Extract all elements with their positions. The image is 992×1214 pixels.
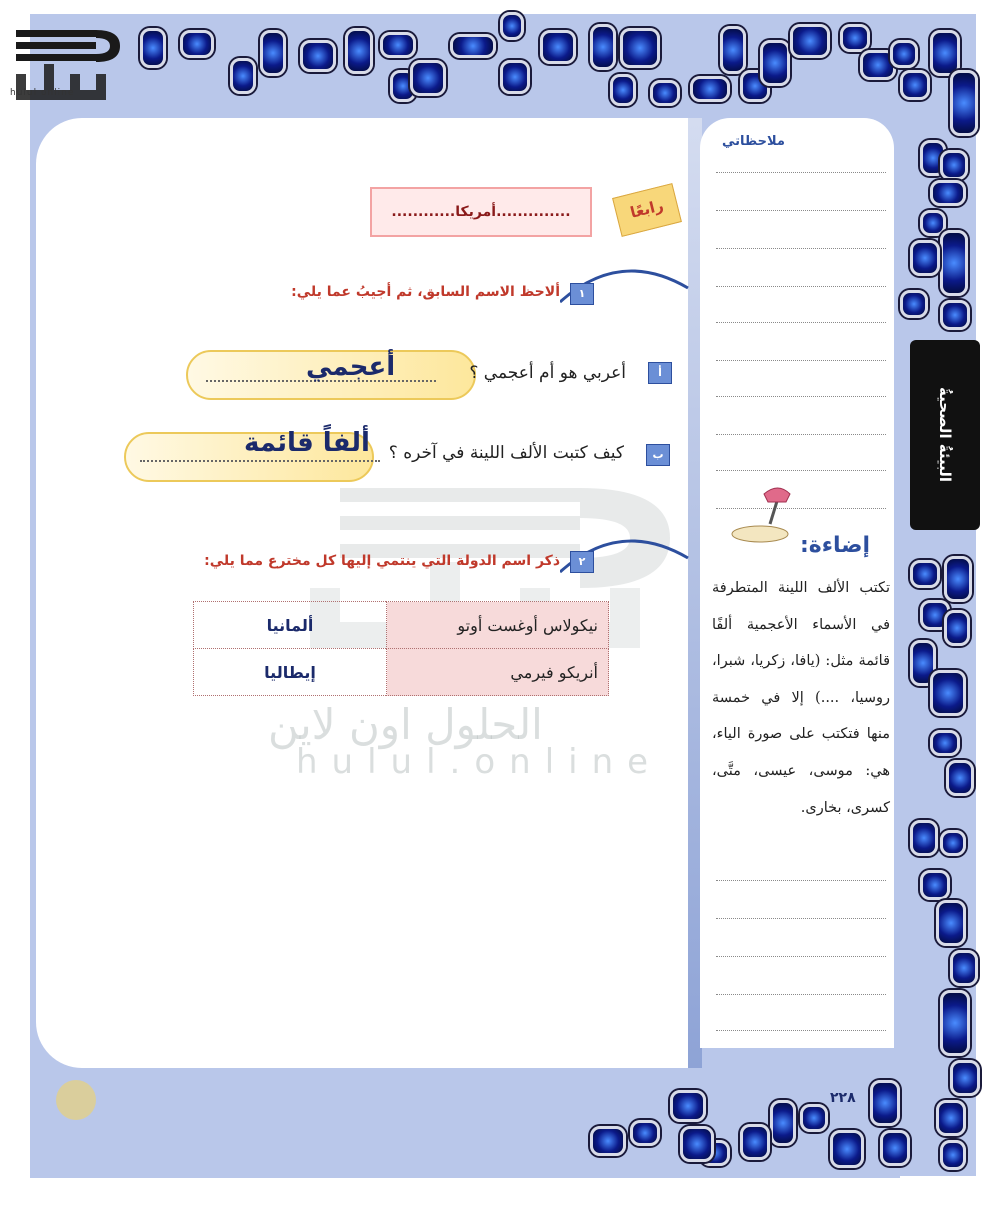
lamp-book-icon bbox=[730, 484, 800, 544]
bead-icon bbox=[450, 34, 496, 58]
watermark-arabic: الحلول اون لاين bbox=[268, 700, 543, 749]
bead-icon bbox=[800, 1104, 828, 1132]
bead-icon bbox=[740, 1124, 770, 1160]
bead-icon bbox=[890, 40, 918, 68]
bead-icon bbox=[590, 24, 616, 70]
answer-a: أعجمي bbox=[306, 352, 396, 382]
idaa-text: تكتب الألف اللينة المتطرفة في الأسماء الأعجمية ألفًا قائمة مثل: (يافا، زكريا، شبرا، روسيا، ....) إلا في خمسة منها فتكتب على صورة الياء، هي: موسى، عيسى، متَّى، كسرى، بخارى. bbox=[712, 580, 890, 816]
bead-icon bbox=[940, 150, 968, 180]
bead-icon bbox=[940, 990, 970, 1056]
question-2-number: ٢ bbox=[570, 551, 594, 573]
bead-icon bbox=[930, 670, 966, 716]
corner-logo-icon bbox=[56, 1080, 96, 1120]
bead-icon bbox=[790, 24, 830, 58]
bead-icon bbox=[950, 950, 978, 986]
bead-icon bbox=[944, 610, 970, 646]
bead-icon bbox=[944, 556, 972, 602]
bead-icon bbox=[140, 28, 166, 68]
bead-icon bbox=[760, 40, 790, 86]
note-line bbox=[716, 286, 886, 287]
question-a-letter: أ bbox=[648, 362, 672, 384]
bead-icon bbox=[770, 1100, 796, 1146]
bead-icon bbox=[180, 30, 214, 58]
section-label: رابعًا bbox=[612, 183, 682, 237]
bead-icon bbox=[946, 760, 974, 796]
bead-icon bbox=[540, 30, 576, 64]
bead-icon bbox=[650, 80, 680, 106]
bead-icon bbox=[230, 58, 256, 94]
watermark-english: hulul.online bbox=[296, 742, 663, 782]
note-line bbox=[716, 880, 886, 881]
inventor-name: أنريكو فيرمي bbox=[387, 649, 609, 696]
bead-icon bbox=[260, 30, 286, 76]
inventor-country: ألمانيا bbox=[194, 602, 387, 649]
bead-icon bbox=[830, 1130, 864, 1168]
answer-b: ألفاً قائمة bbox=[244, 428, 370, 458]
bead-icon bbox=[940, 1140, 966, 1170]
question-a-text: أعربي هو أم أعجمي ؟ bbox=[469, 363, 626, 383]
question-2-title: ذكر اسم الدولة التي ينتمي إليها كل مخترع مما يلي: bbox=[204, 553, 560, 569]
bead-icon bbox=[940, 300, 970, 330]
answer-b-line bbox=[140, 460, 380, 462]
table-row bbox=[194, 602, 609, 649]
bead-icon bbox=[930, 30, 960, 76]
note-line bbox=[716, 994, 886, 995]
bead-icon bbox=[900, 70, 930, 100]
bead-icon bbox=[680, 1126, 714, 1162]
bead-icon bbox=[690, 76, 730, 102]
bead-icon bbox=[910, 240, 940, 276]
bead-icon bbox=[936, 1100, 966, 1136]
note-line bbox=[716, 1030, 886, 1031]
question-1-number: ١ bbox=[570, 283, 594, 305]
note-line bbox=[716, 172, 886, 173]
note-line bbox=[716, 918, 886, 919]
bead-icon bbox=[610, 74, 636, 106]
bead-icon bbox=[670, 1090, 706, 1122]
bead-icon bbox=[410, 60, 446, 96]
bead-icon bbox=[380, 32, 416, 58]
bead-icon bbox=[910, 560, 940, 588]
note-line bbox=[716, 956, 886, 957]
question-b-text: كيف كتبت الألف اللينة في آخره ؟ bbox=[388, 443, 624, 463]
note-line bbox=[716, 210, 886, 211]
notes-title: ملاحظاتي bbox=[722, 134, 785, 149]
note-line bbox=[716, 434, 886, 435]
question-1-title: ألاحظ الاسم السابق، ثم أجيبُ عما يلي: bbox=[291, 284, 560, 300]
bead-icon bbox=[950, 1060, 980, 1096]
bead-icon bbox=[870, 1080, 900, 1126]
bead-icon bbox=[630, 1120, 660, 1146]
inventor-name: نيكولاس أوغست أوتو bbox=[387, 602, 609, 649]
name-box bbox=[370, 187, 592, 237]
bead-icon bbox=[840, 24, 870, 52]
bead-icon bbox=[930, 730, 960, 756]
hulul-logo-icon bbox=[10, 26, 122, 112]
bead-icon bbox=[950, 70, 978, 136]
bead-icon bbox=[930, 180, 966, 206]
bead-icon bbox=[920, 870, 950, 900]
inventors-table bbox=[193, 601, 609, 696]
bead-icon bbox=[936, 900, 966, 946]
name-dots-left: .............. bbox=[496, 204, 571, 220]
bead-icon bbox=[500, 60, 530, 94]
note-line bbox=[716, 396, 886, 397]
inventor-country: إيطاليا bbox=[194, 649, 387, 696]
note-line bbox=[716, 470, 886, 471]
bead-icon bbox=[345, 28, 373, 74]
unit-side-tab: البيئةُ الصحيةُ bbox=[910, 340, 980, 530]
note-line bbox=[716, 322, 886, 323]
bead-icon bbox=[940, 830, 966, 856]
bead-icon bbox=[940, 230, 968, 296]
bead-icon bbox=[500, 12, 524, 40]
note-line bbox=[716, 360, 886, 361]
idaa-title: إضاءة: bbox=[800, 533, 871, 558]
bead-icon bbox=[300, 40, 336, 72]
logo-subtitle: hulul online bbox=[10, 88, 75, 98]
bead-icon bbox=[900, 290, 928, 318]
table-row bbox=[194, 649, 609, 696]
name-dots-right: ............ bbox=[391, 204, 456, 220]
bead-icon bbox=[880, 1130, 910, 1166]
page-number: ٢٢٨ bbox=[830, 1090, 856, 1106]
bead-icon bbox=[910, 820, 938, 856]
name-text: أمريكا bbox=[455, 204, 497, 220]
question-b-letter: ب bbox=[646, 444, 670, 466]
bead-icon bbox=[620, 28, 660, 68]
bead-icon bbox=[720, 26, 746, 74]
note-line bbox=[716, 248, 886, 249]
bead-icon bbox=[590, 1126, 626, 1156]
